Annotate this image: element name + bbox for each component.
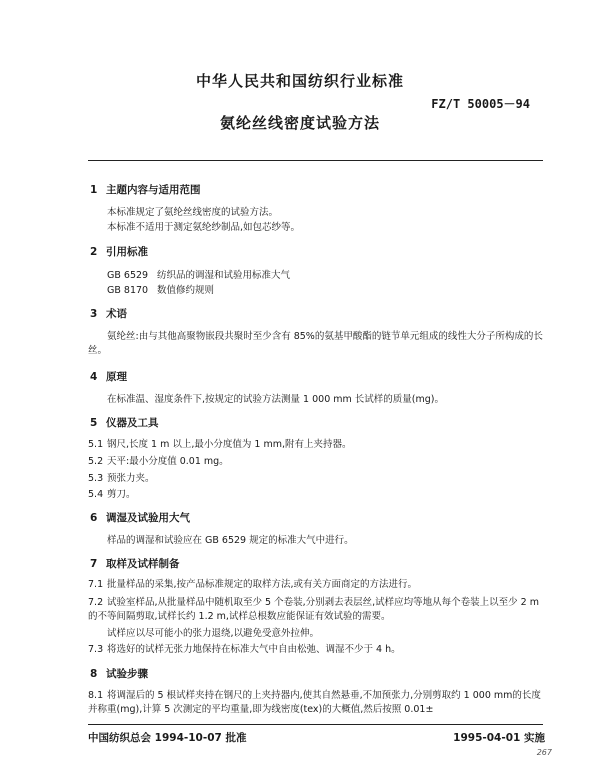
- clause-item: 5.1 钢尺,长度 1 m 以上,最小分度值为 1 mm,附有上夹持器。: [88, 439, 352, 450]
- section-1-para-2: 本标准不适用于测定氨纶纱制品,如包芯纱等。: [107, 222, 301, 233]
- clause-item: 5.2 天平:最小分度值 0.01 mg。: [88, 456, 229, 467]
- section-6-heading: 6 调湿及试验用大气: [90, 512, 190, 524]
- clause-item: 5.4 剪刀。: [88, 489, 136, 500]
- document-title: 氨纶丝线密度试验方法: [219, 114, 380, 132]
- header-divider: [88, 160, 543, 161]
- standard-number: FZ/T 50005－94: [431, 97, 530, 111]
- clause-continuation: 试样应以尽可能小的张力退绕,以避免受意外拉伸。: [107, 628, 320, 639]
- section-1-para-1: 本标准规定了氨纶丝线密度的试验方法。: [107, 207, 279, 218]
- section-4-para: 在标准温、湿度条件下,按规定的试验方法测量 1 000 mm 长试样的质量(mg)。: [107, 394, 444, 405]
- approval-line: 中国纺织总会 1994-10-07 批准: [88, 732, 247, 744]
- clause-item: 5.3 预张力夹。: [88, 473, 155, 484]
- section-2-heading: 2 引用标准: [90, 246, 148, 258]
- section-3-heading: 3 术语: [90, 308, 127, 320]
- issuing-organization: 中华人民共和国纺织行业标准: [195, 72, 404, 90]
- clause-item: 7.2 试验室样品,从批量样品中随机取至少 5 个卷装,分别剥去表层丝,试样应均等地从每个卷装上以至少 2 m 的不等间隔剪取,试样长约 1.2 m,试样总根数应能保证有效试验的需要。: [88, 597, 539, 622]
- clause-item: 7.3 将选好的试样无张力地保持在标准大气中自由松弛、调湿不少于 4 h。: [88, 644, 401, 655]
- section-3-para: 氨纶丝:由与其他高聚物嵌段共聚时至少含有 85%的氨基甲酸酯的链节单元组成的线性大分子所构成的长丝。: [88, 331, 543, 356]
- section-8-heading: 8 试验步骤: [90, 668, 148, 680]
- implementation-line: 1995-04-01 实施: [453, 732, 545, 744]
- page-number: 267: [536, 748, 552, 757]
- reference-item: GB 8170 数值修约规则: [107, 285, 215, 296]
- footer-divider: [88, 724, 543, 725]
- section-1-heading: 1 主题内容与适用范围: [90, 184, 201, 196]
- section-7-heading: 7 取样及试样制备: [90, 558, 180, 570]
- section-6-para: 样品的调湿和试验应在 GB 6529 规定的标准大气中进行。: [107, 535, 354, 546]
- clause-item: 7.1 批量样品的采集,按产品标准规定的取样方法,或有关方面商定的方法进行。: [88, 579, 418, 590]
- section-5-heading: 5 仪器及工具: [90, 417, 159, 429]
- clause-item: 8.1 将调湿后的 5 根试样夹持在钢尺的上夹持器内,使其自然悬垂,不加预张力,分别剪取约 1 000 mm的长度并称重(mg),计算 5 次测定的平均重量,即为线密度(tex)的大概值,然后按照 0.01±: [88, 690, 541, 715]
- reference-item: GB 6529 纺织品的调湿和试验用标准大气: [107, 270, 291, 281]
- section-4-heading: 4 原理: [90, 371, 127, 383]
